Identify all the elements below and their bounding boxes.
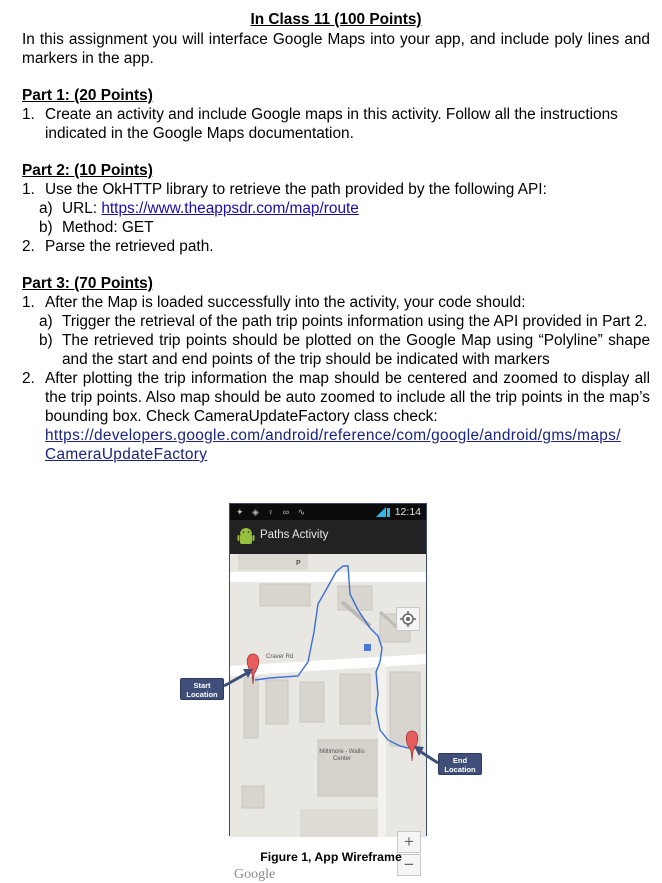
part2-item-1 bbox=[22, 180, 650, 199]
camera-link-line1[interactable]: https://developers.google.com/android/reference/com/google/android/gms/maps/ bbox=[45, 427, 621, 444]
part2-item-1a bbox=[22, 199, 650, 218]
part2-item-1a-label: a) bbox=[39, 200, 53, 217]
part1-item-1-number: 1. bbox=[22, 106, 35, 123]
part2-item-2-number: 2. bbox=[22, 238, 35, 255]
route-api-link[interactable]: https://www.theappsdr.com/map/route bbox=[101, 200, 359, 217]
zoom-out-button[interactable]: − bbox=[397, 854, 421, 876]
part2-item-1b bbox=[22, 218, 650, 237]
part3-item-2-number: 2. bbox=[22, 370, 35, 387]
status-bar bbox=[230, 504, 426, 520]
part2-item-1-text: Use the OkHTTP library to retrieve the path provided by the following API: bbox=[45, 181, 547, 198]
android-app-icon bbox=[237, 528, 255, 546]
part2-item-2 bbox=[22, 237, 650, 256]
start-location-callout: Start Location bbox=[180, 678, 224, 700]
my-location-button[interactable] bbox=[396, 607, 420, 631]
part3-item-1 bbox=[22, 293, 650, 312]
part3-heading: Part 3: (70 Points) bbox=[22, 275, 153, 292]
part1-item-1-text: Create an activity and include Google maps in this activity. Follow all the instructions indicated in the Google Maps documentation. bbox=[45, 106, 618, 142]
part2-heading: Part 2: (10 Points) bbox=[22, 162, 153, 179]
action-bar bbox=[230, 520, 426, 554]
google-logo: Google bbox=[234, 867, 276, 882]
part3-item-1a bbox=[22, 312, 650, 331]
signal-icon bbox=[376, 507, 390, 517]
part2-url-prefix: URL: bbox=[62, 200, 102, 217]
part2-item-2-text: Parse the retrieved path. bbox=[45, 238, 214, 255]
part3-item-1-number: 1. bbox=[22, 294, 35, 311]
part1-item-1 bbox=[22, 105, 650, 143]
end-location-callout: End Location bbox=[438, 753, 482, 775]
part3-item-1-text: After the Map is loaded successfully into the activity, your code should: bbox=[45, 294, 526, 311]
intro-paragraph: In this assignment you will interface Google Maps into your app, and include poly lines and markers in the app. bbox=[22, 31, 650, 67]
part3-item-1b bbox=[22, 331, 650, 369]
status-time: 12:14 bbox=[394, 506, 421, 518]
parking-label: P bbox=[296, 560, 301, 567]
map-canvas bbox=[230, 554, 426, 837]
my-location-icon bbox=[397, 608, 419, 630]
zoom-in-button[interactable]: + bbox=[397, 831, 421, 853]
part3-item-1a-text: Trigger the retrieval of the path trip points information using the API provided in Part 2. bbox=[62, 313, 648, 330]
figure-caption: Figure 1, App Wireframe bbox=[260, 850, 402, 864]
activity-title: Paths Activity bbox=[260, 529, 329, 541]
part2-method-text: Method: GET bbox=[62, 219, 154, 236]
part2-item-1b-label: b) bbox=[39, 219, 53, 236]
part2-item-1-number: 1. bbox=[22, 181, 35, 198]
part3-item-1b-text: The retrieved trip points should be plotted on the Google Map using “Polyline” shape and the start and end points of the trip should be indicated with markers bbox=[62, 332, 650, 368]
part3-item-1b-label: b) bbox=[39, 332, 53, 349]
camera-link-line2[interactable]: CameraUpdateFactory bbox=[45, 446, 208, 463]
assignment-document bbox=[22, 10, 650, 464]
part1-heading: Part 1: (20 Points) bbox=[22, 87, 153, 104]
part3-item-2 bbox=[22, 369, 650, 464]
part3-item-2-text: After plotting the trip information the map should be centered and zoomed to display all the trip points. Also map should be auto zoomed to include all the trip points in the map’s bounding box. Check CameraUpdateFactory class check: bbox=[45, 370, 650, 425]
road-label: Craver Rd bbox=[266, 654, 294, 660]
part3-item-1a-label: a) bbox=[39, 313, 53, 330]
camera-update-factory-link[interactable] bbox=[45, 427, 621, 463]
document-title: In Class 11 (100 Points) bbox=[250, 11, 422, 28]
building-label: Miltimore - Wallis Center bbox=[319, 749, 365, 762]
notification-icons: ✦ ◈ ♀ ∞ ∿ bbox=[236, 507, 309, 517]
